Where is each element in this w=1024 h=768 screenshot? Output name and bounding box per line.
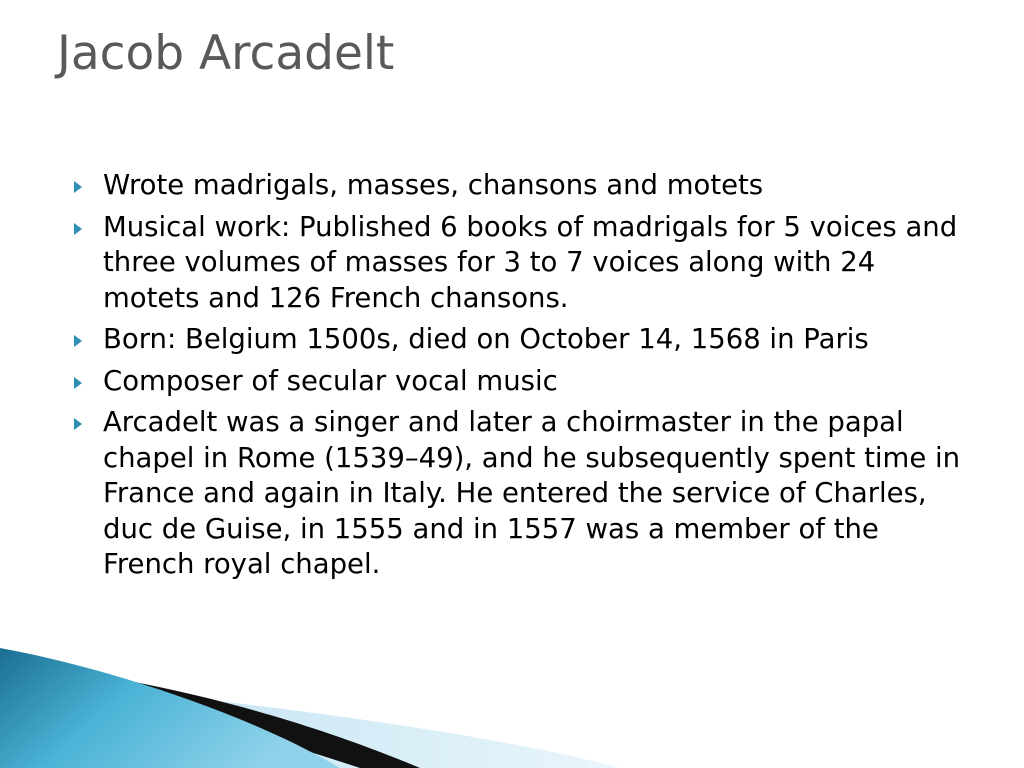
bullet-arrow-icon	[74, 223, 82, 235]
bullet-list	[74, 168, 964, 589]
bullet-item-3	[74, 322, 964, 358]
bullet-arrow-icon	[74, 418, 82, 430]
bullet-text: Musical work: Published 6 books of madrigals for 5 voices and three volumes of masses for 3 to 7 voices along with 24 motets and 126 French chansons.	[103, 210, 958, 314]
bullet-item-4	[74, 364, 964, 400]
bullet-arrow-icon	[74, 181, 82, 193]
bullet-item-2	[74, 210, 964, 317]
corner-wave-decoration	[0, 640, 1024, 768]
bullet-arrow-icon	[74, 335, 82, 347]
bullet-text: Wrote madrigals, masses, chansons and motets	[103, 169, 764, 201]
bullet-text: Arcadelt was a singer and later a choirmaster in the papal chapel in Rome (1539–49), and he subsequently spent time in France and again in Italy. He entered the service of Charles, duc de Guise, in 1555 and in 1557 was a member of the French royal chapel.	[103, 406, 961, 580]
bullet-arrow-icon	[74, 377, 82, 389]
bullet-item-5	[74, 405, 964, 583]
bullet-item-1	[74, 168, 964, 204]
bullet-text: Composer of secular vocal music	[103, 364, 558, 397]
slide-title: Jacob Arcadelt	[57, 26, 395, 81]
bullet-text: Born: Belgium 1500s, died on October 14, 1568 in Paris	[103, 323, 869, 355]
